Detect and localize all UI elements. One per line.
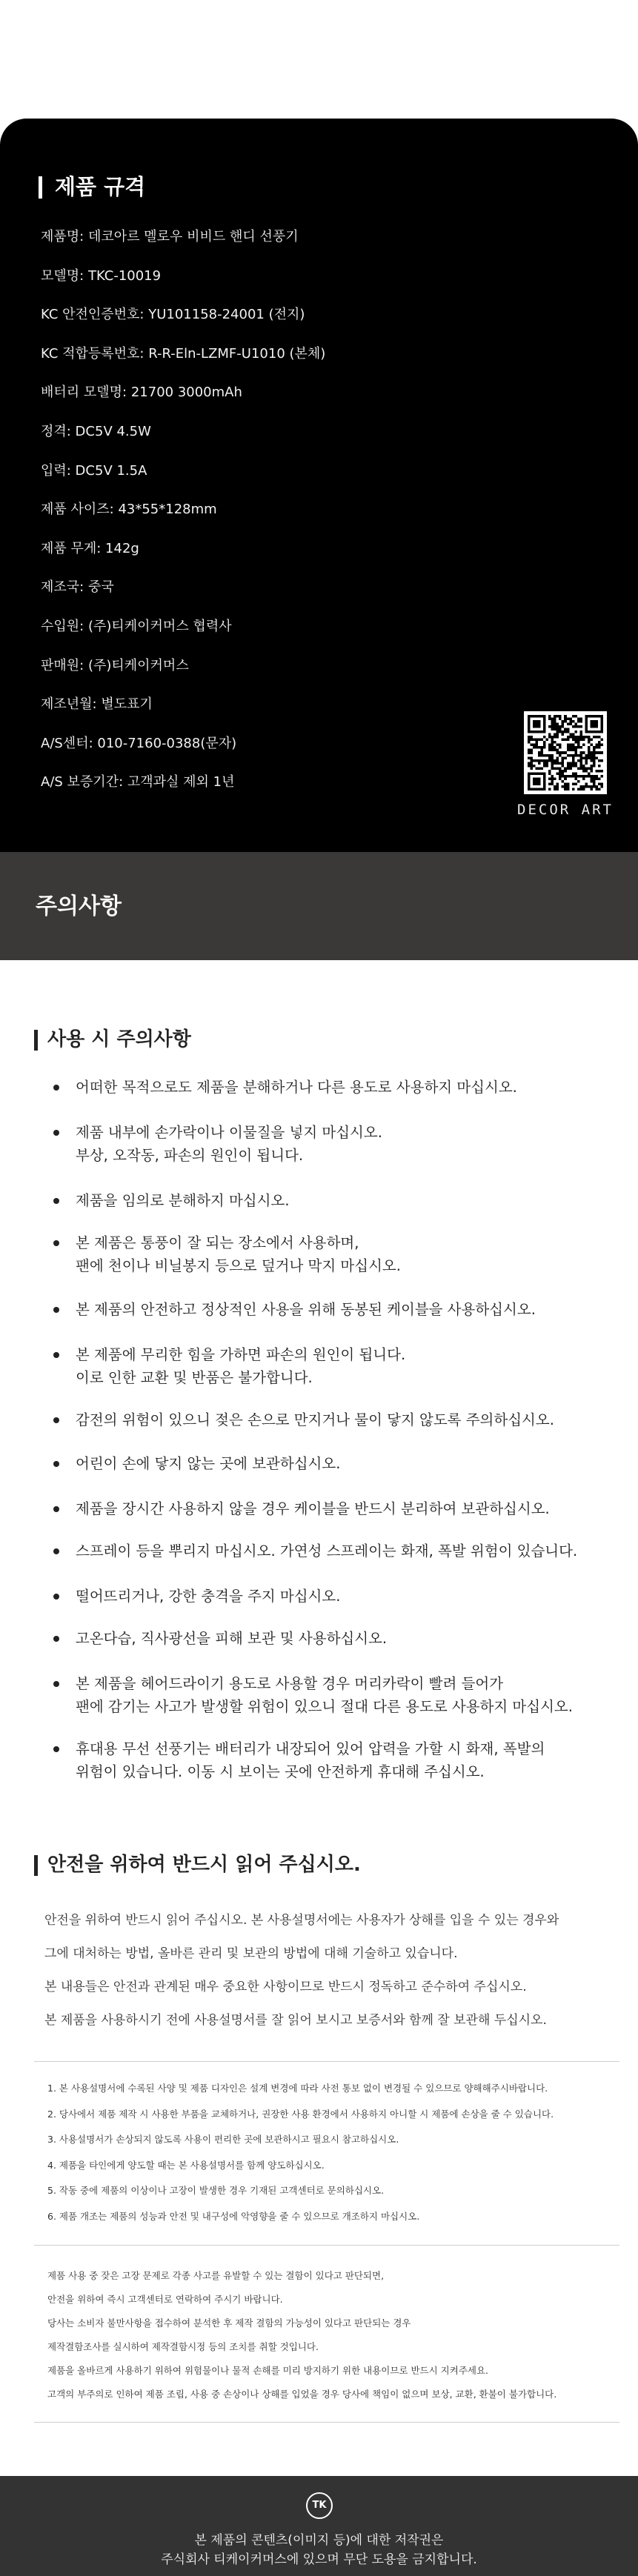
warranty-item: 제품을 올바르게 사용하기 위하여 위험물이나 물적 손해를 미리 방지하기 위한 내용이므로 반드시 지켜주세요.: [47, 2365, 489, 2376]
caution-item: [52, 1672, 615, 1718]
note-item: 4. 제품을 타인에게 양도할 때는 본 사용설명서를 함께 양도하십시오.: [47, 2159, 325, 2171]
caution-item: [52, 1497, 615, 1520]
copyright-line-1: 본 제품의 콘텐츠(이미지 등)에 대한 저작권은: [194, 2533, 444, 2548]
spec-item: 제품 무게: 142g: [41, 540, 139, 556]
copyright-line-2: 주식회사 티케이커머스에 있으며 무단 도용을 금지합니다.: [161, 2552, 477, 2567]
qr-code-icon[interactable]: [524, 711, 607, 794]
spec-section: [0, 119, 638, 852]
spec-item: 배터리 모델명: 21700 3000mAh: [41, 385, 242, 401]
caution-line: 어린이 손에 닿지 않는 곳에 보관하십시오.: [76, 1455, 341, 1472]
copyright-footer: [0, 2476, 638, 2576]
caution-item: [52, 1121, 615, 1167]
caution-line: 어떠한 목적으로도 제품을 분해하거나 다른 용도로 사용하지 마십시오.: [76, 1079, 517, 1096]
caution-item: [52, 1737, 615, 1783]
caution-item: [52, 1343, 615, 1389]
spec-item: 입력: DC5V 1.5A: [41, 462, 147, 479]
note-item: 5. 작동 중에 제품의 이상이나 고장이 발생한 경우 기재된 고객센터로 문의하십시오.: [47, 2185, 385, 2196]
spec-item: 제품명: 데코아르 멜로우 비비드 핸디 선풍기: [41, 229, 299, 244]
note-item: 3. 사용설명서가 손상되지 않도록 사용이 편리한 곳에 보관하시고 필요시 참고하십시오.: [47, 2134, 399, 2145]
warranty-box: [34, 2245, 619, 2423]
caution-line: 휴대용 무선 선풍기는 배터리가 내장되어 있어 압력을 가할 시 화재, 폭발의: [76, 1740, 545, 1757]
note-item: 6. 제품 개조는 제품의 성능과 안전 및 내구성에 악영향을 줄 수 있으므로 개조하지 마십시오.: [47, 2210, 420, 2222]
caution-line: 고온다습, 직사광선을 피해 보관 및 사용하십시오.: [76, 1630, 388, 1647]
spec-item: 정격: DC5V 4.5W: [41, 423, 151, 439]
caution-line: 부상, 오작동, 파손의 원인이 됩니다.: [76, 1147, 304, 1164]
caution-line: 팬에 천이나 비닐봉지 등으로 덮거나 막지 마십시오.: [76, 1257, 401, 1274]
spec-list: [41, 226, 500, 811]
spec-item: 모델명: TKC-10019: [41, 267, 162, 284]
caution-item: [52, 1627, 615, 1650]
caution-banner-title: 주의사항: [36, 893, 122, 919]
caution-line: 제품을 임의로 분해하지 마십시오.: [76, 1192, 290, 1209]
caution-line: 제품을 장시간 사용하지 않을 경우 케이블을 반드시 분리하여 보관하십시오.: [76, 1500, 550, 1517]
caution-line: 이로 인한 교환 및 반품은 불가합니다.: [76, 1369, 313, 1386]
safety-heading: 안전을 위하여 반드시 읽어 주십시오.: [34, 1852, 361, 1877]
caution-line: 팬에 감기는 사고가 발생할 위험이 있으니 절대 다른 용도로 사용하지 마십시오.: [76, 1698, 573, 1715]
caution-line: 떨어뜨리거나, 강한 충격을 주지 마십시오.: [76, 1588, 341, 1605]
warranty-item: 제작결함조사를 실시하여 제작결함시정 등의 조치를 취할 것입니다.: [47, 2341, 319, 2352]
warranty-item: 고객의 부주의로 인하여 제품 조립, 사용 중 손상이나 상해를 입었을 경우 당사에 책임이 없으며 보상, 교환, 환불이 불가합니다.: [47, 2389, 557, 2400]
caution-item: [52, 1231, 615, 1277]
caution-line: 본 제품을 헤어드라이기 용도로 사용할 경우 머리카락이 빨려 들어가: [76, 1675, 504, 1692]
caution-item: [52, 1076, 615, 1099]
tk-logo-icon: [306, 2492, 333, 2519]
spec-item: KC 적합등록번호: R-R-Eln-LZMF-U1010 (본체): [41, 345, 326, 362]
note-item: 2. 당사에서 제품 제작 시 사용한 부품을 교체하거나, 권장한 사용 환경에서 사용하지 아니할 시 제품에 손상을 줄 수 있습니다.: [47, 2108, 554, 2120]
spec-item: 제조국: 중국: [41, 579, 114, 596]
safety-paragraph: 그에 대처하는 방법, 올바른 관리 및 보관의 방법에 대해 기술하고 있습니다.: [44, 1946, 458, 1961]
spec-item: KC 안전인증번호: YU101158-24001 (전지): [41, 307, 305, 323]
caution-line: 감전의 위험이 있으니 젖은 손으로 만지거나 물이 닿지 않도록 주의하십시오.: [76, 1411, 554, 1428]
caution-line: 본 제품에 무리한 힘을 가하면 파손의 원인이 됩니다.: [76, 1346, 406, 1363]
usage-caution-heading: 사용 시 주의사항: [34, 1027, 191, 1052]
caution-item: [52, 1189, 615, 1212]
safety-paragraph: 안전을 위하여 반드시 읽어 주십시오. 본 사용설명서에는 사용자가 상해를 입을 수 있는 경우와: [44, 1913, 559, 1928]
spec-item: 수입원: (주)티케이커머스 협력사: [41, 618, 232, 634]
caution-line: 스프레이 등을 뿌리지 마십시오. 가연성 스프레이는 화재, 폭발 위험이 있습니다.: [76, 1542, 578, 1560]
note-item: 1. 본 사용설명서에 수록된 사양 및 제품 디자인은 설계 변경에 따라 사전 통보 없이 변경될 수 있으므로 양해해주시바랍니다.: [47, 2083, 548, 2094]
caution-banner: [0, 852, 638, 960]
tk-logo-text: TK: [312, 2500, 327, 2511]
safety-paragraphs: [44, 1904, 622, 2037]
spec-item: A/S센터: 010-7160-0388(문자): [41, 735, 237, 751]
safety-paragraph: 본 제품을 사용하시기 전에 사용설명서를 잘 읽어 보시고 보증서와 함께 잘 보관해 두십시오.: [44, 2013, 547, 2028]
caution-line: 제품 내부에 손가락이나 이물질을 넣지 마십시오.: [76, 1124, 382, 1141]
qr-code-graphic: [528, 715, 603, 791]
caution-line: 본 제품의 안전하고 정상적인 사용을 위해 동봉된 케이블을 사용하십시오.: [76, 1301, 536, 1318]
warranty-item: 제품 사용 중 잦은 고장 문제로 각종 사고를 유발할 수 있는 결함이 있다고 판단되면,: [47, 2270, 385, 2281]
caution-item: [52, 1408, 615, 1431]
caution-list: [52, 1076, 615, 1783]
spec-item: 제조년월: 별도표기: [41, 696, 153, 713]
caution-item: [52, 1585, 615, 1608]
warranty-item: 안전을 위하여 즉시 고객센터로 연락하여 주시기 바랍니다.: [47, 2294, 283, 2305]
safety-paragraph: 본 내용들은 안전과 관계된 매우 중요한 사항이므로 반드시 정독하고 준수하여 주십시오.: [44, 1980, 527, 1994]
caution-item: [52, 1540, 615, 1562]
caution-item: [52, 1298, 615, 1321]
caution-item: [52, 1452, 615, 1475]
spec-title: 제품 규격: [39, 172, 145, 202]
warranty-item: 당사는 소비자 불만사항을 접수하여 분석한 후 제작 결함의 가능성이 있다고 판단되는 경우: [47, 2317, 411, 2329]
caution-line: 위험이 있습니다. 이동 시 보이는 곳에 안전하게 휴대해 주십시오.: [76, 1763, 485, 1780]
spec-item: 제품 사이즈: 43*55*128mm: [41, 502, 217, 518]
notes-box: [34, 2061, 619, 2233]
brand-logo: DECOR ART: [517, 802, 614, 818]
caution-line: 본 제품은 통풍이 잘 되는 장소에서 사용하며,: [76, 1234, 359, 1251]
spec-item: 판매원: (주)티케이커머스: [41, 657, 189, 673]
spec-item: A/S 보증기간: 고객과실 제외 1년: [41, 774, 235, 791]
